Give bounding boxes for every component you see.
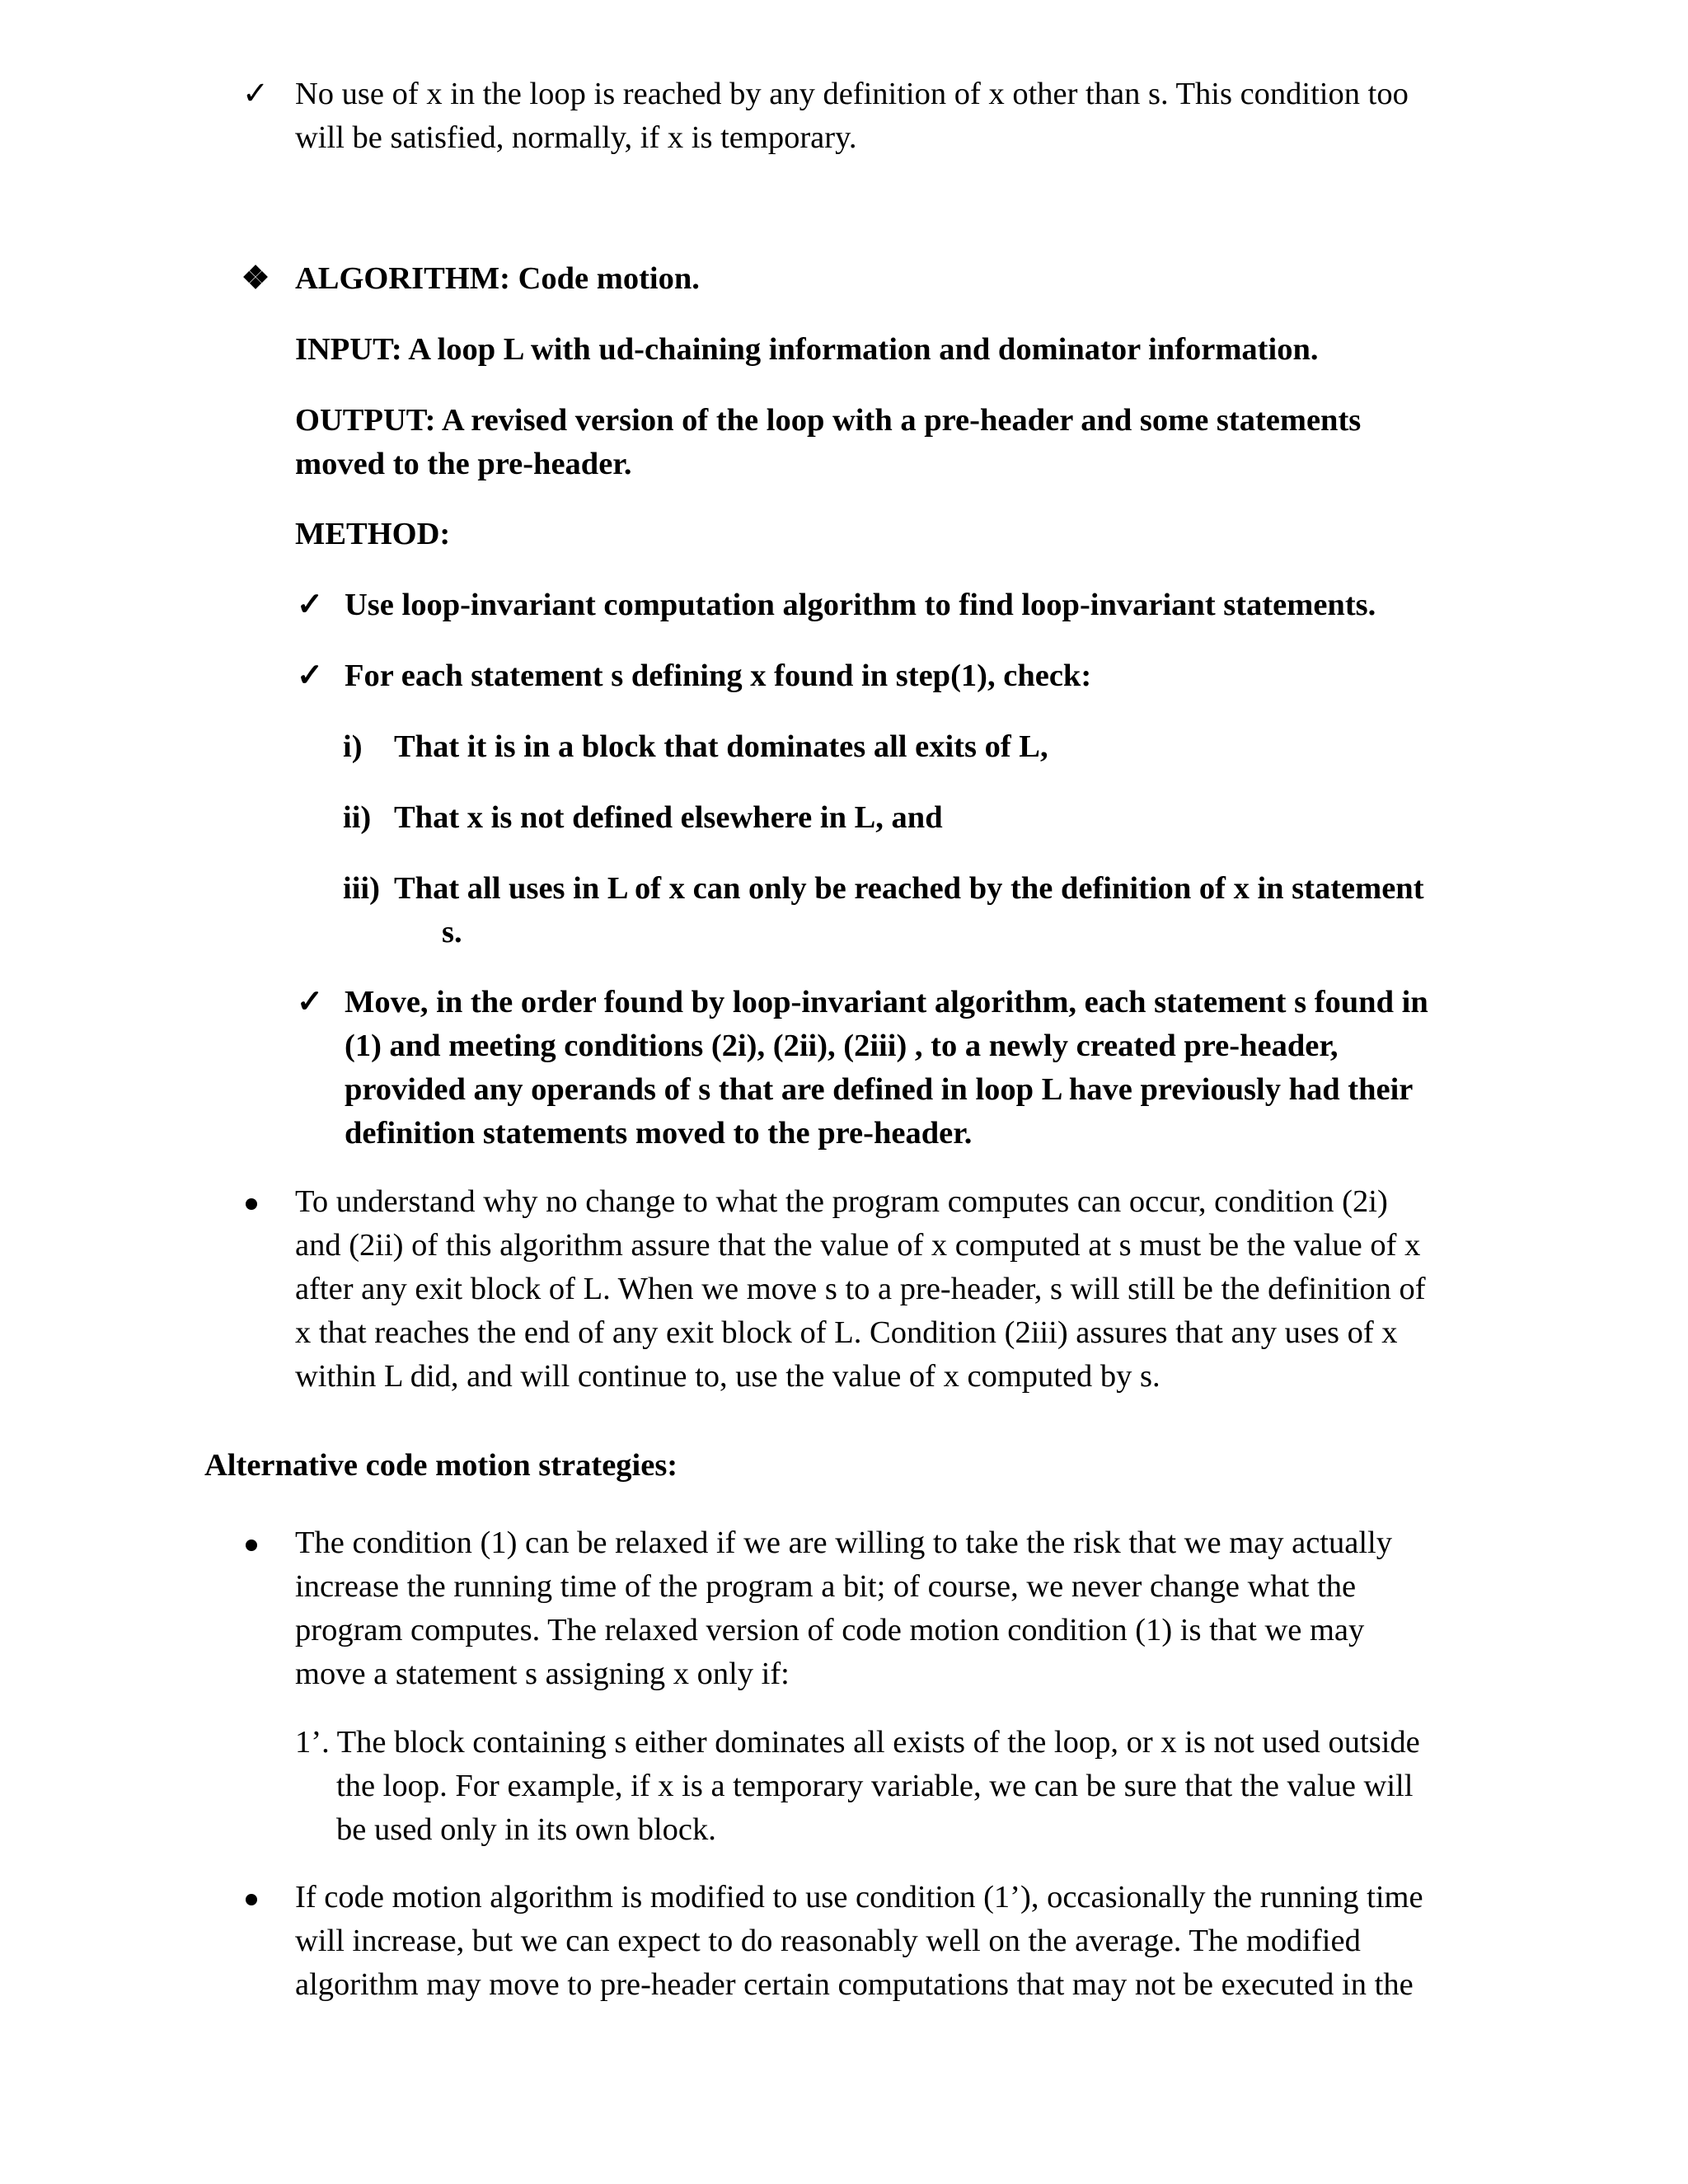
text-line: The condition (1) can be relaxed if we are willing to take the risk that we may actually [295,1526,1392,1560]
text-line: definition statements moved to the pre-header. [345,1116,973,1151]
bullet-dot-icon [246,1540,257,1551]
condition-number: ii) [343,800,372,835]
text-line: For each statement s defining x found in step(1), check: [345,658,1092,693]
text-line: moved to the pre-header. [295,447,632,481]
text-line: and (2ii) of this algorithm assure that the value of x computed at s must be the value of x [295,1228,1421,1263]
text-line: Use loop-invariant computation algorithm to find loop-invariant statements. [345,588,1376,622]
text-line: algorithm may move to pre-header certain computations that may not be executed in the [295,1967,1414,2002]
condition-number: iii) [343,871,380,906]
bullet-dot-icon [246,1894,257,1905]
text-line: after any exit block of L. When we move s to a pre-header, s will still be the definition of [295,1272,1426,1306]
algorithm-title: ALGORITHM: Code motion. [295,261,700,296]
text-line: program computes. The relaxed version of code motion condition (1) is that we may [295,1613,1365,1647]
text-line: 1’. The block containing s either dominates all exists of the loop, or x is not used outside [295,1725,1420,1760]
text-line: Move, in the order found by loop-invariant algorithm, each statement s found in [345,985,1428,1019]
diamond-bullet-icon: ❖ [241,261,270,296]
text-line: (1) and meeting conditions (2i), (2ii), (2iii) , to a newly created pre-header, [345,1029,1339,1063]
checkmark-icon: ✓ [296,588,324,622]
text-line: will be satisfied, normally, if x is temporary. [295,120,857,155]
algorithm-input: INPUT: A loop L with ud-chaining information and dominator information. [295,332,1319,367]
text-line: s. [442,915,462,949]
relaxed-condition [295,1721,1420,1852]
text-line: the loop. For example, if x is a temporary variable, we can be sure that the value will [336,1769,1414,1803]
text-line: move a statement s assigning x only if: [295,1657,790,1691]
text-line: within L did, and will continue to, use the value of x computed by s. [295,1359,1160,1394]
text-line: provided any operands of s that are defined in loop L have previously had their [345,1072,1414,1107]
text-line: If code motion algorithm is modified to use condition (1’), occasionally the running time [295,1880,1423,1915]
text-line: That all uses in L of x can only be reached by the definition of x in statement [394,871,1424,906]
text-line: No use of x in the loop is reached by any definition of x other than s. This condition too [295,77,1409,111]
bullet-dot-icon [246,1198,257,1210]
text-line: OUTPUT: A revised version of the loop with a pre-header and some statements [295,403,1362,438]
algorithm-method: METHOD: [295,517,451,551]
checkmark-icon: ✓ [296,985,324,1019]
section-heading: Alternative code motion strategies: [204,1448,678,1483]
text-line: That x is not defined elsewhere in L, and [394,800,943,835]
text-line: That it is in a block that dominates all exits of L, [394,729,1048,764]
text-line: be used only in its own block. [336,1812,716,1847]
text-line: increase the running time of the program a bit; of course, we never change what the [295,1569,1357,1604]
text-line: x that reaches the end of any exit block of L. Condition (2iii) assures that any uses of x [295,1315,1398,1350]
text-line: To understand why no change to what the program computes can occur, condition (2i) [295,1184,1388,1219]
condition-number: i) [343,729,363,764]
checkmark-icon: ✓ [296,658,324,693]
text-line: will increase, but we can expect to do reasonably well on the average. The modified [295,1924,1361,1958]
algorithm-output [295,399,1361,486]
checkmark-icon: ✓ [241,77,270,111]
